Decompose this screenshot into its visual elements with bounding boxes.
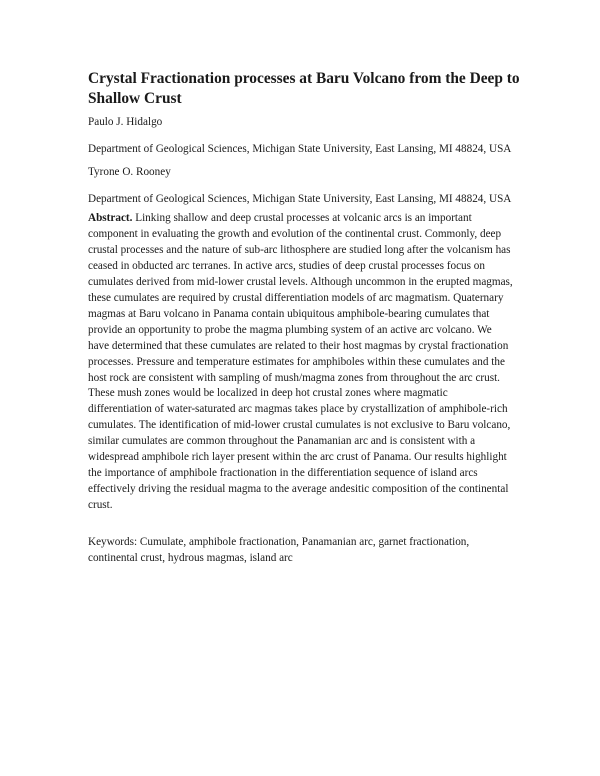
abstract-label: Abstract. [88,212,133,224]
author-name: Tyrone O. Rooney [88,166,171,178]
abstract-text: Linking shallow and deep crustal processes at volcanic arcs is an important component in evaluating the growth and evolution of the continental crust. Commonly, deep crustal processes and the nature of sub-arc lithosphere are studied long after the volcanism has ceased in obducted arc terranes. In active arcs, studies of deep crustal processes focus on cumulates derived from mid-lower crustal levels. Although uncommon in the erupted magmas, these cumulates are required by crustal differentiation models of arc magmatism. Quaternary magmas at Baru volcano in Panama contain ubiquitous amphibole-bearing cumulates that provide an opportunity to probe the magma plumbing system of an active arc volcano. We have determined that these cumulates are related to their host magmas by crystal fractionation processes. Pressure and temperature estimates for amphiboles within these cumulates and the host rock are consistent with sampling of mush/magma zones from throughout the arc crust. These mush zones would be localized in deep hot crustal zones where magmatic differentiation of water-saturated arc magmas takes place by crystallization of amphibole-rich cumulates. The identification of mid-lower crustal cumulates is not exclusive to Baru volcano, similar cumulates are common throughout the Panamanian arc and is consistent with a widespread amphibole rich layer present within the arc crust of Panama. Our results highlight the importance of amphibole fractionation in the differentiation sequence of island arcs effectively driving the residual magma to the average andesitic composition of the continental crust. [88,212,513,512]
paper-title: Crystal Fractionation processes at Baru Volcano from the Deep to Shallow Crust [88,70,520,107]
author-name: Paulo J. Hidalgo [88,116,163,128]
keywords: Keywords: Cumulate, amphibole fractionation, Panamanian arc, garnet fractionation, continental crust, hydrous magmas, island arc [88,536,470,564]
author-affiliation: Department of Geological Sciences, Michigan State University, East Lansing, MI 48824, USA [88,143,512,155]
abstract-paragraph [88,211,514,514]
author-affiliation: Department of Geological Sciences, Michigan State University, East Lansing, MI 48824, USA [88,193,512,205]
